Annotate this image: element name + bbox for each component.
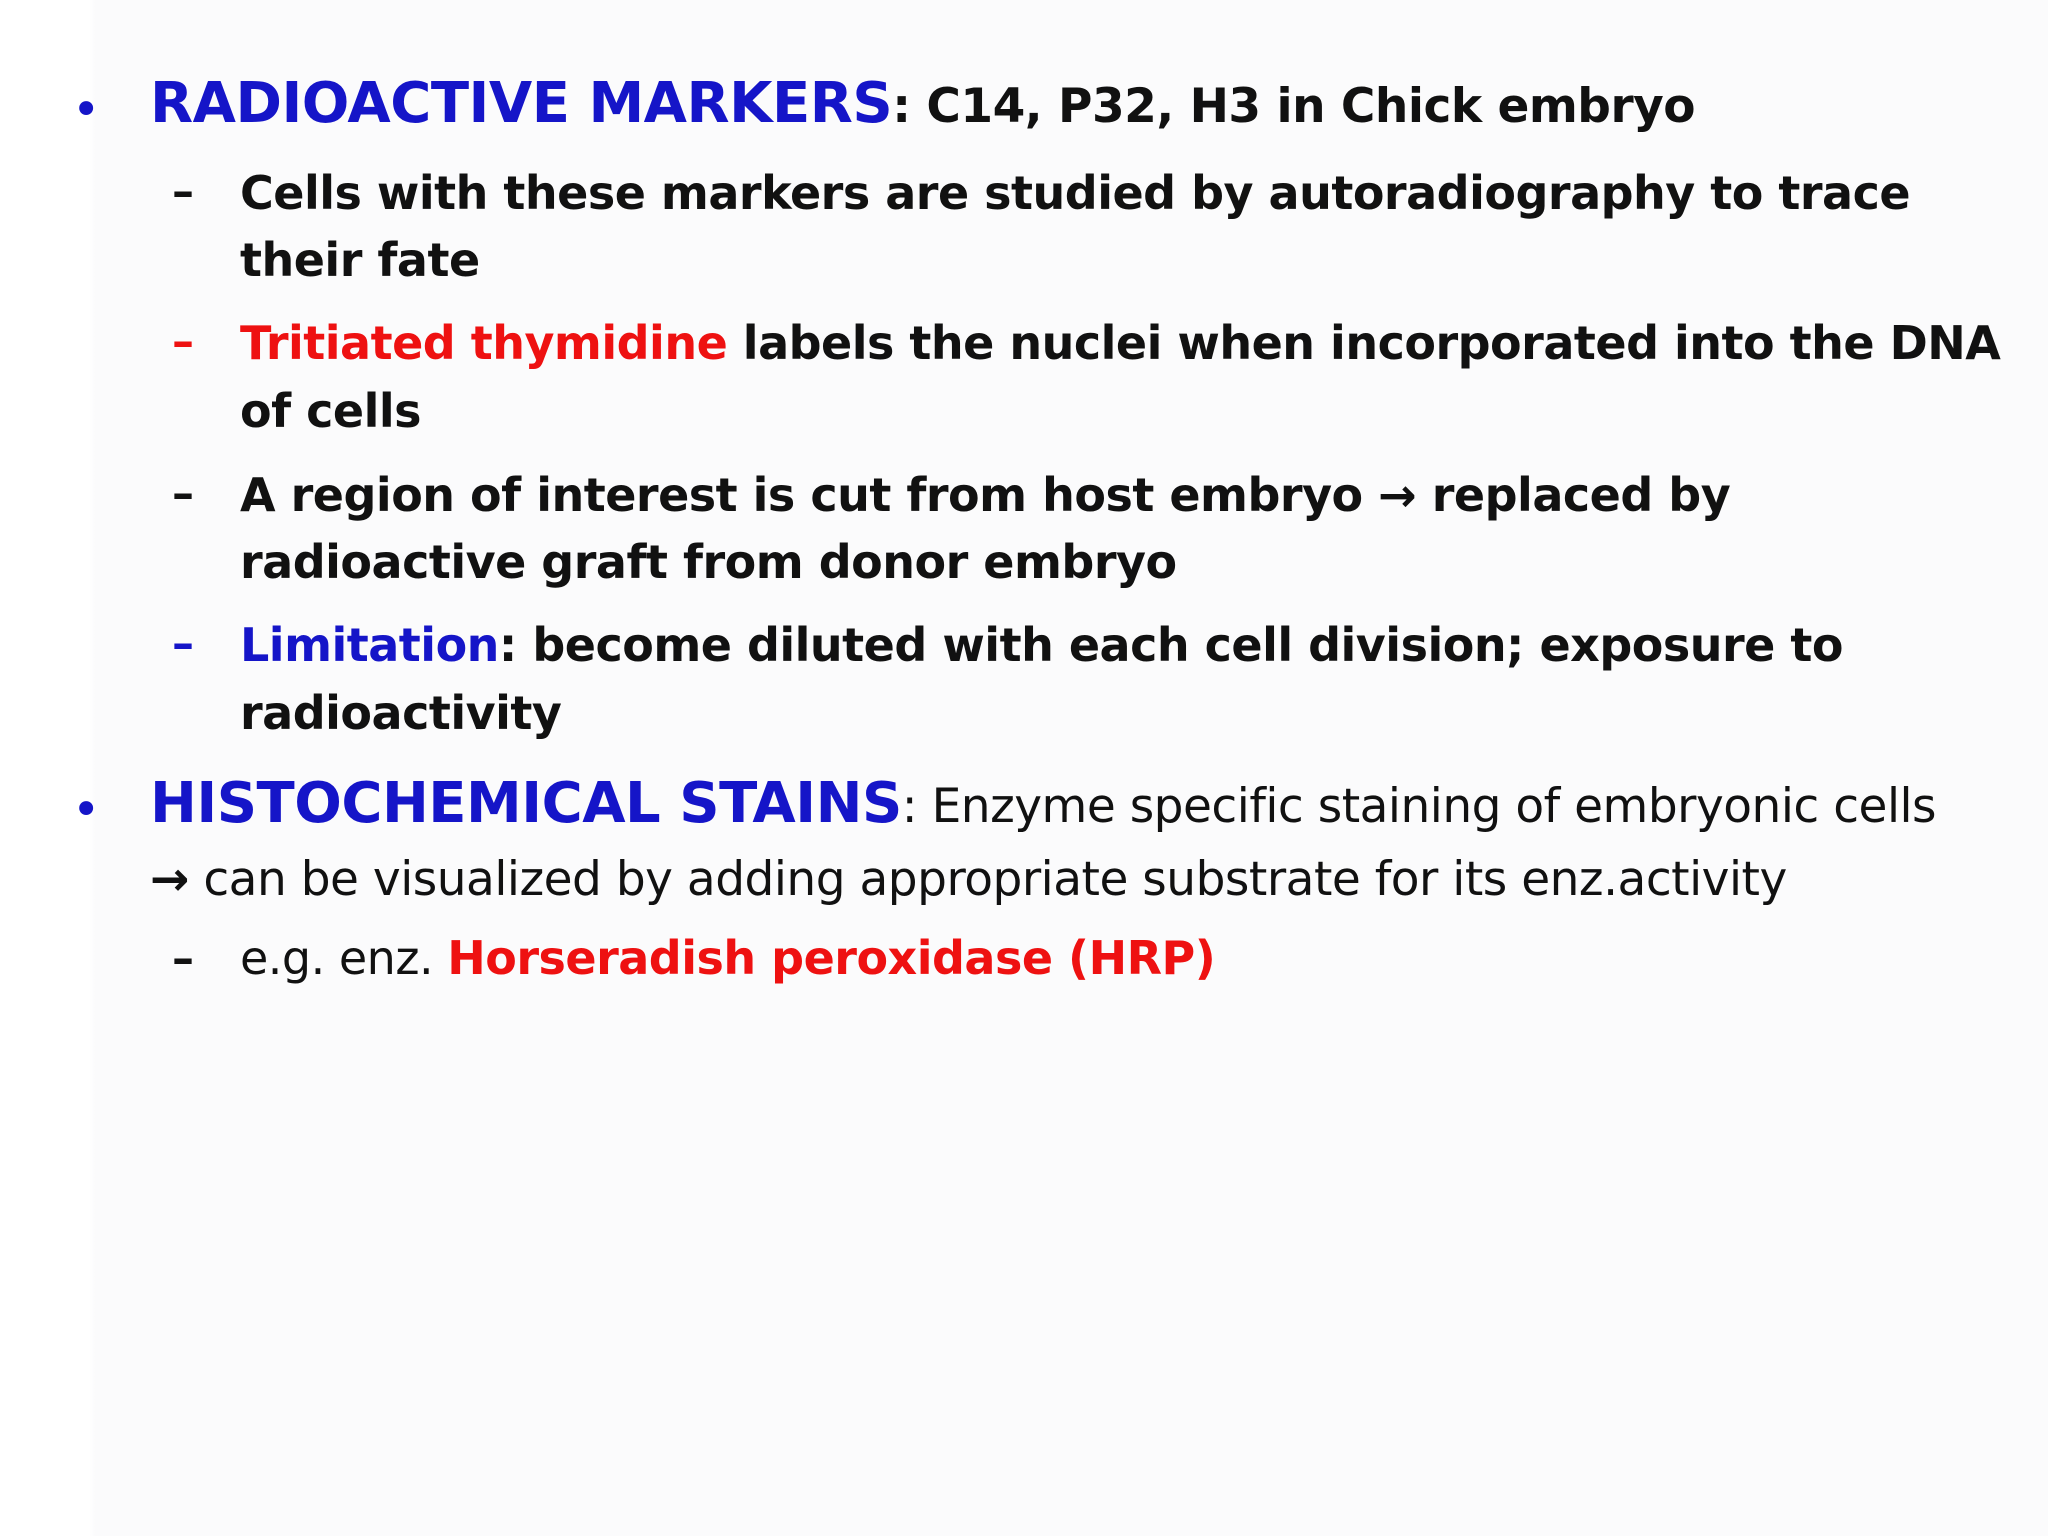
histochemical-heading-line [150,771,1937,836]
sub3-line1-a: A region of interest is cut from host embryo [240,468,1379,522]
histochemical-heading: HISTOCHEMICAL STAINS [150,771,902,836]
sub3-line1-b: replaced by [1416,468,1731,522]
hist-sub1-prefix: e.g. enz. [240,931,448,985]
sub2-line1-rest: labels the nuclei when incorporated into the DNA [727,316,2001,370]
sub1-line2: their fate [240,233,480,287]
radioactive-heading: RADIOACTIVE MARKERS [150,71,893,136]
dash-sub2: – [172,316,194,367]
sub2-line2: of cells [240,384,422,438]
arrow-icon-2: → [150,852,189,907]
sub2-line1 [240,316,2001,370]
histochemical-line1-rest: Enzyme specific staining of embryonic cells [917,779,1937,834]
histochemical-colon: : [901,779,918,834]
sub4-line1-rest: : become diluted with each cell division; exposure to [498,618,1843,672]
arrow-icon: → [1378,468,1417,522]
bullet-radioactive: • [72,82,101,138]
dash-hist-sub1: – [172,933,194,984]
sub4-line2: radioactivity [240,686,562,740]
dash-sub1: – [172,166,194,217]
radioactive-heading-line [150,71,1696,136]
radioactive-heading-suffix: : C14, P32, H3 in Chick embryo [892,79,1696,134]
histochemical-line2-text: can be visualized by adding appropriate substrate for its enz.activity [188,852,1787,907]
limitation-label: Limitation [240,618,499,672]
bullet-histochemical: • [72,782,101,838]
dash-sub3: – [172,468,194,519]
sub3-line2: radioactive graft from donor embryo [240,535,1177,589]
sub3-line1 [240,468,1731,522]
sub1-line1: Cells with these markers are studied by autoradiography to trace [240,166,1911,220]
hrp-text: Horseradish peroxidase (HRP) [447,931,1216,985]
tritiated-thymidine-text: Tritiated thymidine [240,316,728,370]
hist-sub1-line [240,931,1216,985]
sub4-line1 [240,618,1843,672]
histochemical-line2 [150,852,1787,907]
dash-sub4: – [172,618,194,669]
